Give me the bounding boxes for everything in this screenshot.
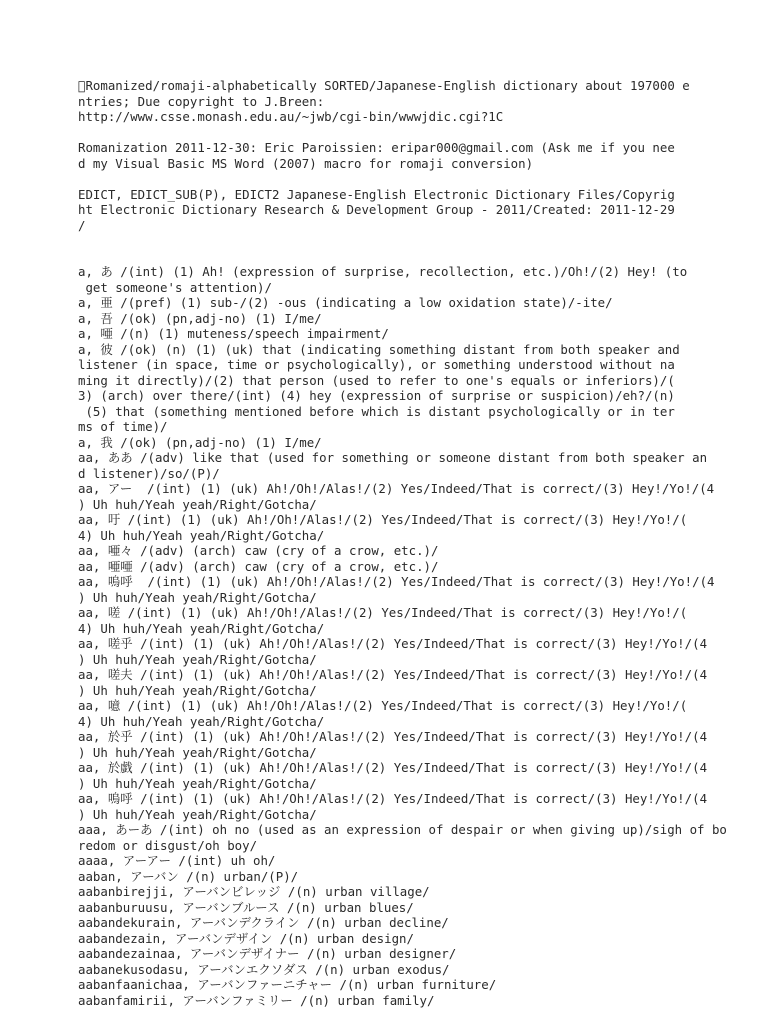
entry-line: aabandekurain, アーバンデクライン /(n) urban decline/: [78, 915, 449, 930]
entry-line: d listener)/so/(P)/: [78, 465, 220, 481]
entry-line: ) Uh huh/Yeah yeah/Right/Gotcha/: [78, 744, 317, 760]
dictionary-entries: [78, 264, 760, 1008]
entry-line: aa, 嗚呼 /(int) (1) (uk) Ah!/Oh!/Alas!/(2) Yes/Indeed/That is correct/(3) Hey!/Yo!/(4: [78, 574, 715, 589]
entry-line: ) Uh huh/Yeah yeah/Right/Gotcha/: [78, 775, 317, 791]
entry-line: 4) Uh huh/Yeah yeah/Right/Gotcha/: [78, 527, 325, 543]
entry-line: aabanekusodasu, アーバンエクソダス /(n) urban exodus/: [78, 961, 450, 977]
edict-block: [78, 187, 760, 234]
entry-line: aa, 於乎 /(int) (1) (uk) Ah!/Oh!/Alas!/(2) Yes/Indeed/That is correct/(3) Hey!/Yo!/(4: [78, 729, 708, 744]
entry-line: get someone's attention)/: [78, 279, 272, 295]
entry-line: aa, ああ /(adv) like that (used for something or someone distant from both speaker an: [78, 450, 708, 465]
spacer: [78, 125, 760, 141]
entry-line: a, 吾 /(ok) (pn,adj-no) (1) I/me/: [78, 310, 322, 326]
entry-line: ms of time)/: [78, 419, 168, 434]
edict-line: /: [78, 217, 86, 233]
entry-line: ming it directly)/(2) that person (used to refer to one's equals or inferiors)/(: [78, 372, 675, 388]
entry-line: ) Uh huh/Yeah yeah/Right/Gotcha/: [78, 589, 317, 605]
entry-line: aa, 嗟乎 /(int) (1) (uk) Ah!/Oh!/Alas!/(2) Yes/Indeed/That is correct/(3) Hey!/Yo!/(4: [78, 636, 708, 651]
entry-line: aabandezain, アーバンデザイン /(n) urban design/: [78, 930, 414, 946]
entry-line: 4) Uh huh/Yeah yeah/Right/Gotcha/: [78, 713, 325, 729]
entry-line: a, 唖 /(n) (1) muteness/speech impairment/: [78, 326, 389, 341]
entry-line: aabanfamirii, アーバンファミリー /(n) urban family/: [78, 992, 435, 1008]
entry-line: aa, 吁 /(int) (1) (uk) Ah!/Oh!/Alas!/(2) Yes/Indeed/That is correct/(3) Hey!/Yo!/(: [78, 512, 688, 527]
entry-line: redom or disgust/oh boy/: [78, 837, 258, 853]
spacer: [78, 233, 760, 264]
entry-line: aa, 嗟夫 /(int) (1) (uk) Ah!/Oh!/Alas!/(2) Yes/Indeed/That is correct/(3) Hey!/Yo!/(4: [78, 667, 708, 682]
entry-line: aabanbirejji, アーバンビレッジ /(n) urban village/: [78, 884, 430, 899]
romanization-line: d my Visual Basic MS Word (2007) macro for romaji conversion): [78, 155, 534, 171]
edict-line: ht Electronic Dictionary Research & Development Group - 2011/Created: 2011-12-29: [78, 202, 675, 217]
romanization-block: [78, 140, 760, 171]
spacer: [78, 171, 760, 187]
entry-line: a, 亜 /(pref) (1) sub-/(2) -ous (indicating a low oxidation state)/-ite/: [78, 295, 613, 310]
entry-line: aaaa, アーアー /(int) uh oh/: [78, 853, 276, 868]
entry-line: a, 我 /(ok) (pn,adj-no) (1) I/me/: [78, 434, 322, 450]
edict-line: EDICT, EDICT_SUB(P), EDICT2 Japanese-English Electronic Dictionary Files/Copyrig: [78, 186, 675, 202]
header-block: [78, 78, 760, 125]
entry-line: aa, アー /(int) (1) (uk) Ah!/Oh!/Alas!/(2) Yes/Indeed/That is correct/(3) Hey!/Yo!/(4: [78, 481, 715, 496]
entry-line: a, あ /(int) (1) Ah! (expression of surprise, recollection, etc.)/Oh!/(2) Hey! (to: [78, 264, 688, 279]
entry-line: aaa, あーあ /(int) oh no (used as an expression of despair or when giving up)/sigh of bo: [78, 822, 727, 837]
entry-line: aabandezainaa, アーバンデザイナー /(n) urban designer/: [78, 946, 457, 961]
entry-line: aa, 唖々 /(adv) (arch) caw (cry of a crow, etc.)/: [78, 543, 439, 558]
entry-line: ) Uh huh/Yeah yeah/Right/Gotcha/: [78, 806, 317, 822]
entry-line: aa, 唖唖 /(adv) (arch) caw (cry of a crow, etc.)/: [78, 558, 439, 574]
entry-line: ) Uh huh/Yeah yeah/Right/Gotcha/: [78, 651, 317, 667]
entry-line: aa, 嗟 /(int) (1) (uk) Ah!/Oh!/Alas!/(2) Yes/Indeed/That is correct/(3) Hey!/Yo!/(: [78, 605, 688, 620]
header-line: ntries; Due copyright to J.Breen:: [78, 93, 325, 109]
entry-line: aa, 噫 /(int) (1) (uk) Ah!/Oh!/Alas!/(2) Yes/Indeed/That is correct/(3) Hey!/Yo!/(: [78, 698, 688, 713]
entry-line: aabanburuusu, アーバンブルース /(n) urban blues/: [78, 899, 414, 915]
entry-line: 3) (arch) over there/(int) (4) hey (expression of surprise or suspicion)/eh?/(n): [78, 388, 675, 403]
entry-line: 4) Uh huh/Yeah yeah/Right/Gotcha/: [78, 620, 325, 636]
entry-line: aabanfaanichaa, アーバンファーニチャー /(n) urban furniture/: [78, 977, 497, 992]
header-line:  Romanized/romaji-alphabetically SORTED/Japanese-English dictionary about 197000 e: [78, 78, 690, 93]
entry-line: aa, 嗚呼 /(int) (1) (uk) Ah!/Oh!/Alas!/(2) Yes/Indeed/That is correct/(3) Hey!/Yo!/(4: [78, 791, 708, 806]
entry-line: ) Uh huh/Yeah yeah/Right/Gotcha/: [78, 496, 317, 512]
entry-line: a, 彼 /(ok) (n) (1) (uk) that (indicating something distant from both speaker and: [78, 341, 680, 357]
entry-line: ) Uh huh/Yeah yeah/Right/Gotcha/: [78, 682, 317, 698]
entry-line: aa, 於戯 /(int) (1) (uk) Ah!/Oh!/Alas!/(2) Yes/Indeed/That is correct/(3) Hey!/Yo!/(4: [78, 760, 708, 775]
header-url: http://www.csse.monash.edu.au/~jwb/cgi-bin/wwwjdic.cgi?1C: [78, 109, 504, 124]
romanization-line: Romanization 2011-12-30: Eric Paroissien: eripar000@gmail.com (Ask me if you nee: [78, 140, 675, 155]
entry-line: listener (in space, time or psychologically), or something understood without na: [78, 357, 675, 372]
entry-line: aaban, アーバン /(n) urban/(P)/: [78, 868, 299, 884]
entry-line: (5) that (something mentioned before which is distant psychologically or in ter: [78, 403, 675, 419]
